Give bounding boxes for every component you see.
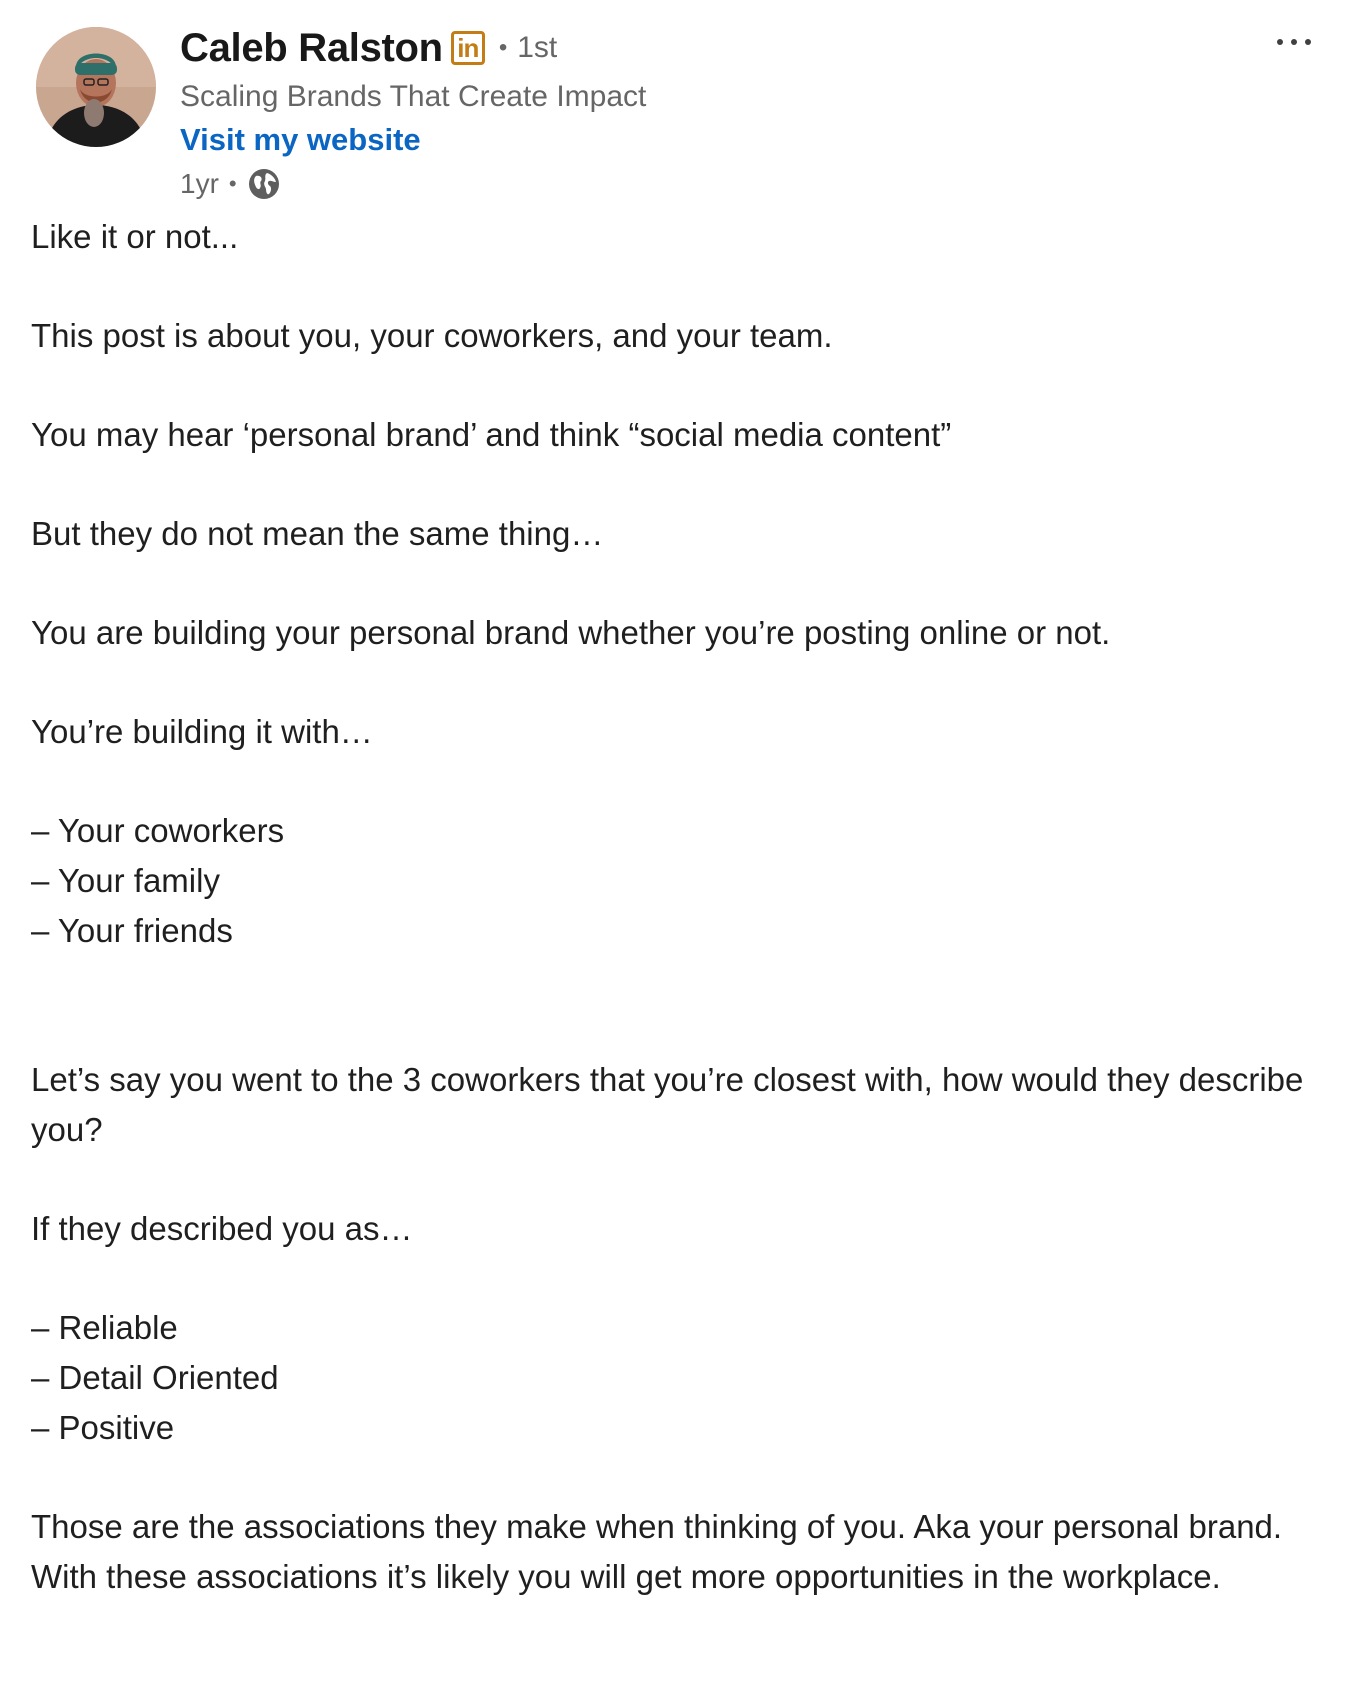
list-item: – Your family xyxy=(31,862,220,899)
author-name-row xyxy=(180,22,1244,74)
post-paragraph: If they described you as… xyxy=(31,1210,413,1247)
post-paragraph: You are building your personal brand whether you’re posting online or not. xyxy=(31,614,1111,651)
post-paragraph: You’re building it with… xyxy=(31,713,373,750)
post-list xyxy=(31,1303,1331,1453)
connection-degree: 1st xyxy=(517,31,558,64)
post-header xyxy=(180,22,1244,206)
more-options-button[interactable] xyxy=(1266,24,1322,60)
post-body xyxy=(31,212,1331,1651)
post-paragraph: Those are the associations they make when thinking of you. Aka your personal brand. With these associations it’s likely you will get more opportunities in the workplace. xyxy=(31,1508,1283,1595)
post-paragraph: This post is about you, your coworkers, and your team. xyxy=(31,317,833,354)
post-time: 1yr xyxy=(180,168,219,199)
post-paragraph: Like it or not... xyxy=(31,218,239,255)
list-item: – Reliable xyxy=(31,1309,178,1346)
list-item: – Your friends xyxy=(31,912,233,949)
list-item: – Your coworkers xyxy=(31,812,285,849)
post-list xyxy=(31,806,1331,956)
visit-website-link[interactable]: Visit my website xyxy=(180,122,421,157)
more-horizontal-icon xyxy=(1277,39,1283,45)
list-item: – Positive xyxy=(31,1409,175,1446)
list-item: – Detail Oriented xyxy=(31,1359,279,1396)
avatar-photo xyxy=(36,27,156,147)
globe-icon xyxy=(247,167,281,201)
author-headline: Scaling Brands That Create Impact xyxy=(180,80,647,113)
post-paragraph: Let’s say you went to the 3 coworkers that you’re closest with, how would they describe you? xyxy=(31,1061,1304,1148)
post-paragraph: You may hear ‘personal brand’ and think “social media content” xyxy=(31,416,952,453)
post-paragraph: But they do not mean the same thing… xyxy=(31,515,604,552)
separator-dot: • xyxy=(498,34,508,61)
post-meta xyxy=(180,162,1244,206)
separator-dot: • xyxy=(228,171,237,196)
linkedin-badge-icon: in xyxy=(451,31,485,65)
author-avatar[interactable] xyxy=(36,27,156,147)
author-name[interactable]: Caleb Ralston xyxy=(180,25,443,70)
